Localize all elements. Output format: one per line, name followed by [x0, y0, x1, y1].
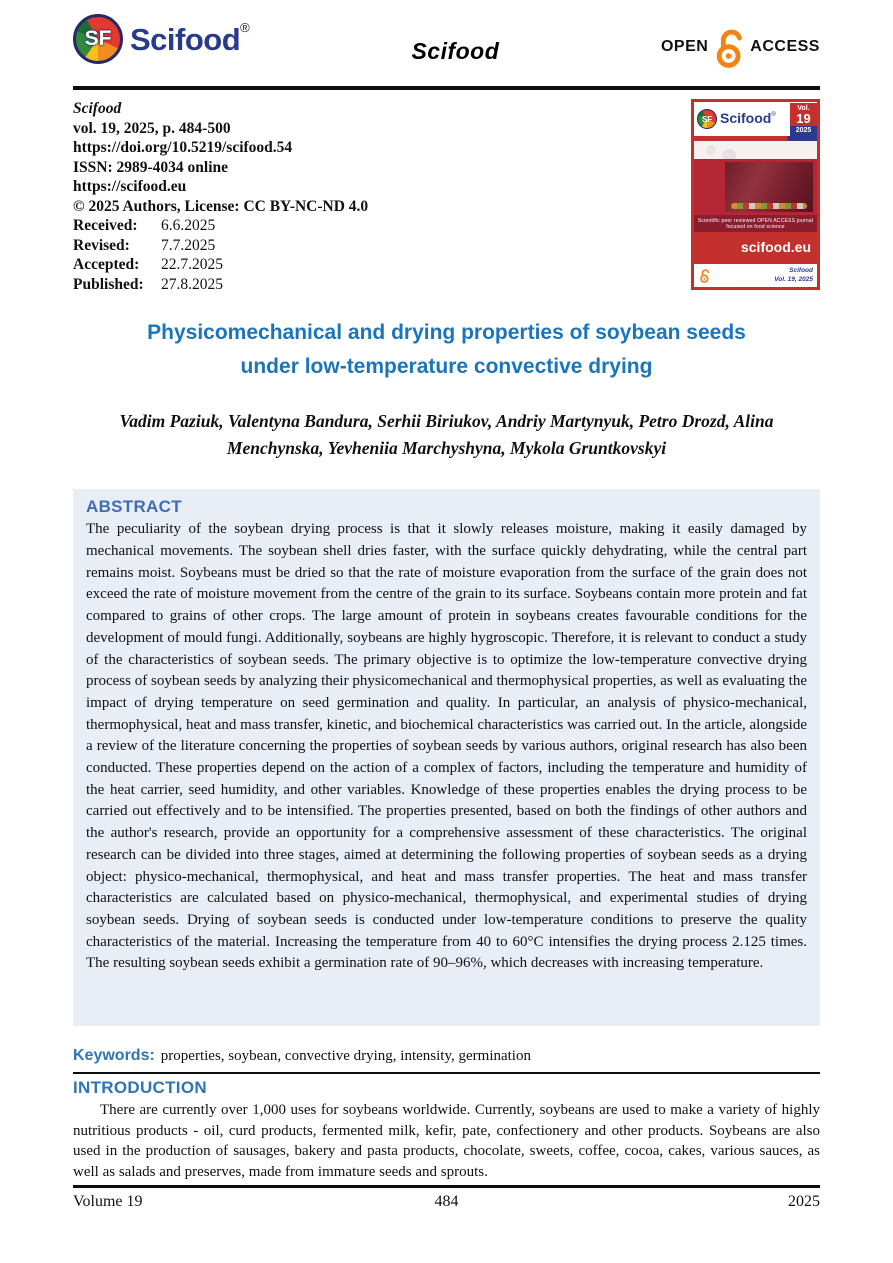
- cover-volume-badge: Vol. 19 2025: [790, 103, 817, 136]
- introduction-heading: INTRODUCTION: [73, 1078, 207, 1098]
- meta-received: Received: 6.6.2025: [73, 217, 216, 234]
- footer-rule: [73, 1185, 820, 1188]
- meta-issn: ISSN: 2989-4034 online: [73, 158, 229, 176]
- abstract-section: [73, 489, 820, 1026]
- meta-row: [73, 99, 820, 294]
- meta-revised: Revised: 7.7.2025: [73, 236, 216, 254]
- abstract-heading: ABSTRACT: [86, 497, 182, 517]
- cover-scifood-circle-icon: SF: [697, 109, 717, 129]
- footer-page-number: 484: [434, 1193, 459, 1210]
- cover-header: [694, 102, 817, 136]
- keywords-line: [73, 1047, 820, 1065]
- cover-lab-photo: [725, 162, 813, 212]
- header-rule: [73, 86, 820, 90]
- meta-journal: Scifood: [73, 100, 122, 117]
- open-access-access-label: ACCESS: [750, 38, 820, 55]
- scifood-circle-icon: SF: [73, 14, 123, 64]
- keywords-text: properties, soybean, convective drying, intensity, germination: [160, 1048, 531, 1065]
- page-header: [73, 14, 820, 76]
- meta-accepted: Accepted: 22.7.2025: [73, 256, 223, 273]
- cover-footer-text: Scifood Vol. 19, 2025: [774, 267, 813, 283]
- meta-volume: vol. 19, 2025, p. 484-500: [73, 119, 231, 137]
- journal-cover-thumbnail: [691, 99, 820, 290]
- article-title: Physicomechanical and drying properties of soybean seeds under low-temperature convective drying: [147, 321, 746, 379]
- meta-license: © 2025 Authors, License: CC BY-NC-ND 4.0: [73, 197, 369, 215]
- open-lock-icon: [712, 26, 746, 68]
- open-access-open-label: OPEN: [660, 38, 709, 55]
- footer-volume: Volume 19: [73, 1193, 143, 1210]
- meta-website: https://scifood.eu: [73, 178, 187, 195]
- introduction-text: There are currently over 1,000 uses for soybeans worldwide. Currently, soybeans are used to make a variety of highly nutritious products - oil, curd products, fermented milk, kefir, pate, confectionery and other products. Soybeans are also used in the production of sausages, bakery and pasta products, chocolate, sweets, coffee, cocoa, cakes, various sauces, as well as salads and preserves, made from immature seeds and sprouts.: [73, 1102, 820, 1181]
- footer-row: [73, 1193, 820, 1211]
- scifood-logo: [73, 14, 250, 64]
- page-footer: [73, 1185, 820, 1211]
- keywords-rule: [73, 1072, 820, 1074]
- brand-name: Scifood: [130, 22, 241, 57]
- open-access-logo: [661, 26, 820, 68]
- cover-open-access-icon: [698, 268, 711, 283]
- footer-year: 2025: [788, 1193, 820, 1210]
- cover-photo-band: [694, 159, 817, 215]
- cover-bubble: [706, 145, 716, 155]
- article-authors: Vadim Paziuk, Valentyna Bandura, Serhii Biriukov, Andriy Martynyuk, Petro Drozd, Alina Menchynska, Yevheniia Marchyshyna, Mykola Gruntkovskyi: [119, 411, 774, 459]
- cover-wordmark: Scifood®: [720, 110, 776, 126]
- cover-tagline: Scientific peer reviewed OPEN ACCESS journal focused on food science: [694, 215, 817, 232]
- article-metadata: [73, 99, 368, 294]
- keywords-label: Keywords:: [73, 1047, 155, 1065]
- cover-footer: [694, 264, 817, 287]
- cover-site-url: scifood.eu: [694, 232, 817, 264]
- scifood-wordmark: [130, 20, 250, 58]
- running-head: Scifood: [411, 38, 500, 64]
- meta-published: Published: 27.8.2025: [73, 275, 223, 293]
- cover-body: [694, 141, 817, 215]
- abstract-text: The peculiarity of the soybean drying process is that it slowly releases moisture, making it easily damaged by mechanical movements. The soybean shell dries faster, with the surface quickly dehydrating, while the central part remains moist. Soybeans must be dried so that the rate of moisture evaporation from the surface of the grain does not exceed the rate of moisture movement from the centre of the grain to its surface. Soybeans contain more protein and fat compared to grains of other crops. The large amount of protein in soybeans creates favourable conditions for the development of mould fungi. Additionally, soybeans are highly hygroscopic. Therefore, it is relevant to conduct a study of the characteristics of soybean seeds. The primary objective is to optimize the low-temperature convective drying process of soybean seeds by analyzing their physicomechanical and thermophysical properties, as well as evaluating the impact of drying temperature on seed germination and quality. In particular, an analysis of physico-mechanical, thermophysical, heat and mass transfer, kinetic, and biochemical characteristics was carried out. In the article, alongside a review of the literature concerning the properties of soybean seeds by various authors, original research has also been conducted. These properties depend on the action of a complex of factors, including the temperature and humidity of the heat carrier, seed humidity, and other variables. Knowledge of these properties enables the drying process to be carried out effectively and to be intensified. The properties presented, based on both the findings of other authors and the author's research, provide an opportunity for a comprehensive assessment of these characteristics. The original research can be divided into three stages, aimed at determining the following properties of soybean seeds as a drying object: physico-mechanical, thermophysical, and heat and mass transfer properties. The heat and mass transfer characteristics are calculated based on physico-mechanical, thermophysical, and experimental studies of drying soybean seeds. Drying of soybean seeds is conducted under low-temperature conditions to preserve the quality characteristics of the material. Increasing the temperature from 40 to 60°C intensifies the drying process 2.125 times. The resulting soybean seeds exhibit a germination rate of 90–96%, which decreases with increasing temperature.: [86, 521, 807, 972]
- meta-doi: https://doi.org/10.5219/scifood.54: [73, 139, 293, 156]
- registered-mark: ®: [240, 20, 250, 35]
